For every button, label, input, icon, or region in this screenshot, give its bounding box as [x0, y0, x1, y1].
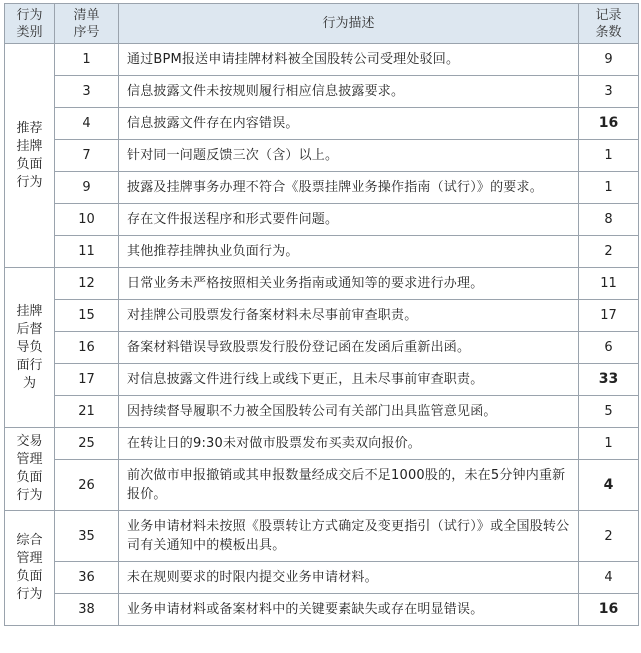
- number-cell: 11: [55, 236, 119, 268]
- count-cell: 1: [579, 140, 639, 172]
- count-cell: 16: [579, 108, 639, 140]
- category-cell: [5, 511, 55, 626]
- description-cell: 在转让日的9:30未对做市股票发布买卖双向报价。: [119, 428, 579, 460]
- count-cell: 11: [579, 268, 639, 300]
- table-row: [5, 204, 639, 236]
- table-row: [5, 428, 639, 460]
- number-cell: 15: [55, 300, 119, 332]
- behavior-table: [4, 3, 639, 626]
- description-cell: 信息披露文件未按规则履行相应信息披露要求。: [119, 76, 579, 108]
- count-cell: 1: [579, 172, 639, 204]
- header-category: 行为 类别: [5, 4, 55, 44]
- category-label: 综合 管理 负面 行为: [16, 533, 43, 602]
- number-cell: 21: [55, 396, 119, 428]
- number-cell: 3: [55, 76, 119, 108]
- description-cell: 信息披露文件存在内容错误。: [119, 108, 579, 140]
- count-cell: 4: [579, 460, 639, 511]
- category-label: 推荐 挂牌 负面 行为: [16, 120, 43, 190]
- table-row: [5, 76, 639, 108]
- count-cell: 5: [579, 396, 639, 428]
- description-cell: 其他推荐挂牌执业负面行为。: [119, 236, 579, 268]
- count-cell: 8: [579, 204, 639, 236]
- header-description: 行为描述: [119, 4, 579, 44]
- number-cell: 10: [55, 204, 119, 236]
- number-cell: 38: [55, 594, 119, 626]
- count-cell: 6: [579, 332, 639, 364]
- table-row: [5, 108, 639, 140]
- count-cell: 9: [579, 44, 639, 76]
- description-cell: 前次做市申报撤销或其申报数量经成交后不足1000股的，未在5分钟内重新报价。: [119, 460, 579, 511]
- table-row: [5, 594, 639, 626]
- category-cell: [5, 44, 55, 268]
- description-cell: 存在文件报送程序和形式要件问题。: [119, 204, 579, 236]
- table-row: [5, 460, 639, 511]
- description-cell: 日常业务未严格按照相关业务指南或通知等的要求进行办理。: [119, 268, 579, 300]
- number-cell: 26: [55, 460, 119, 511]
- number-cell: 12: [55, 268, 119, 300]
- table-row: [5, 511, 639, 562]
- number-cell: 35: [55, 511, 119, 562]
- description-cell: 未在规则要求的时限内提交业务申请材料。: [119, 562, 579, 594]
- table-body: [5, 44, 639, 626]
- number-cell: 4: [55, 108, 119, 140]
- description-cell: 业务申请材料未按照《股票转让方式确定及变更指引（试行）》或全国股转公司有关通知中的模板出具。: [119, 511, 579, 562]
- table-row: [5, 562, 639, 594]
- description-cell: 披露及挂牌事务办理不符合《股票挂牌业务操作指南（试行）》的要求。: [119, 172, 579, 204]
- header-count: 记录 条数: [579, 4, 639, 44]
- table-row: [5, 44, 639, 76]
- category-label: 挂牌 后督 导负 面行 为: [16, 303, 43, 391]
- description-cell: 对信息披露文件进行线上或线下更正，且未尽事前审查职责。: [119, 364, 579, 396]
- number-cell: 7: [55, 140, 119, 172]
- description-cell: 业务申请材料或备案材料中的关键要素缺失或存在明显错误。: [119, 594, 579, 626]
- count-cell: 33: [579, 364, 639, 396]
- count-cell: 2: [579, 511, 639, 562]
- count-cell: 3: [579, 76, 639, 108]
- table-row: [5, 332, 639, 364]
- count-cell: 17: [579, 300, 639, 332]
- description-cell: 通过BPM报送申请挂牌材料被全国股转公司受理处驳回。: [119, 44, 579, 76]
- header-number: 清单 序号: [55, 4, 119, 44]
- description-cell: 因持续督导履职不力被全国股转公司有关部门出具监管意见函。: [119, 396, 579, 428]
- table-row: [5, 364, 639, 396]
- category-cell: [5, 268, 55, 428]
- category-label: 交易 管理 负面 行为: [16, 434, 43, 503]
- count-cell: 16: [579, 594, 639, 626]
- table-row: [5, 396, 639, 428]
- count-cell: 1: [579, 428, 639, 460]
- description-cell: 针对同一问题反馈三次（含）以上。: [119, 140, 579, 172]
- description-cell: 备案材料错误导致股票发行股份登记函在发函后重新出函。: [119, 332, 579, 364]
- table-row: [5, 300, 639, 332]
- header-row: [5, 4, 639, 44]
- number-cell: 1: [55, 44, 119, 76]
- count-cell: 4: [579, 562, 639, 594]
- table-row: [5, 172, 639, 204]
- number-cell: 17: [55, 364, 119, 396]
- number-cell: 36: [55, 562, 119, 594]
- count-cell: 2: [579, 236, 639, 268]
- table-row: [5, 236, 639, 268]
- number-cell: 16: [55, 332, 119, 364]
- table-row: [5, 268, 639, 300]
- category-cell: [5, 428, 55, 511]
- table-row: [5, 140, 639, 172]
- description-cell: 对挂牌公司股票发行备案材料未尽事前审查职责。: [119, 300, 579, 332]
- number-cell: 9: [55, 172, 119, 204]
- number-cell: 25: [55, 428, 119, 460]
